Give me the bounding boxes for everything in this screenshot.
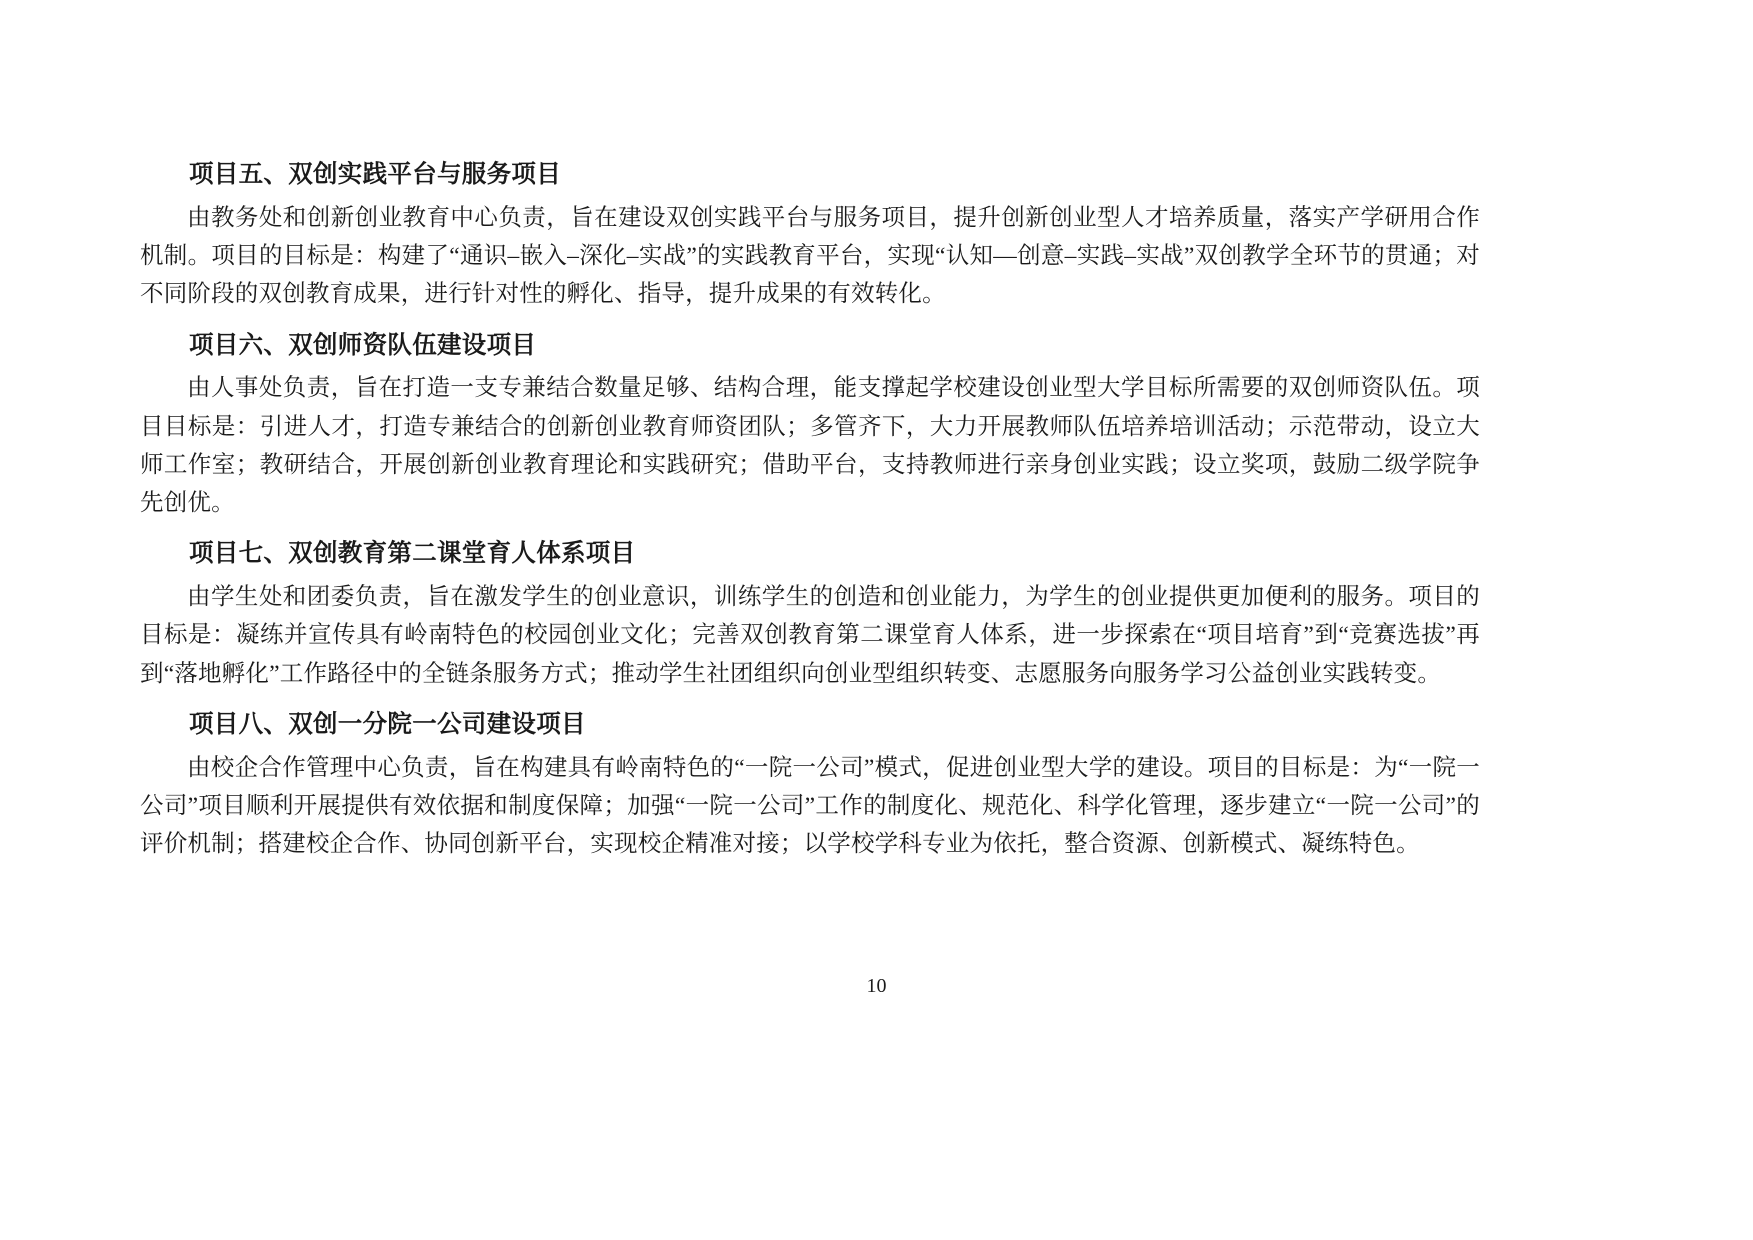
section-heading: 项目六、双创师资队伍建设项目 xyxy=(189,331,537,359)
section-heading: 项目八、双创一分院一公司建设项目 xyxy=(189,711,586,739)
section-project-eight xyxy=(140,705,1480,864)
section-heading: 项目五、双创实践平台与服务项目 xyxy=(189,161,561,188)
section-heading: 项目七、双创教育第二课堂育人体系项目 xyxy=(189,540,636,568)
section-project-five xyxy=(140,155,1480,314)
section-project-seven xyxy=(140,534,1480,693)
section-paragraph: 由校企合作管理中心负责，旨在构建具有岭南特色的“一院一公司”模式，促进创业型大学的建设。项目的目标是：为“一院一公司”项目顺利开展提供有效依据和制度保障；加强“一院一公司”工作的制度化、规范化、科学化管理，逐步建立“一院一公司”的评价机制；搭建校企合作、协同创新平台，实现校企精准对接；以学校学科专业为依托，整合资源、创新模式、凝练特色。 xyxy=(140,754,1480,858)
document-body xyxy=(140,155,1480,876)
section-paragraph: 由教务处和创新创业教育中心负责，旨在建设双创实践平台与服务项目，提升创新创业型人才培养质量，落实产学研用合作机制。项目的目标是：构建了“通识–嵌入–深化–实战”的实践教育平台，实现“认知—创意–实践–实战”双创教学全环节的贯通；对不同阶段的双创教育成果，进行针对性的孵化、指导，提升成果的有效转化。 xyxy=(140,204,1480,308)
section-paragraph: 由学生处和团委负责，旨在激发学生的创业意识，训练学生的创造和创业能力，为学生的创业提供更加便利的服务。项目的目标是：凝练并宣传具有岭南特色的校园创业文化；完善双创教育第二课堂育人体系，进一步探索在“项目培育”到“竞赛选拔”再到“落地孵化”工作路径中的全链条服务方式；推动学生社团组织向创业型组织转变、志愿服务向服务学习公益创业实践转变。 xyxy=(140,584,1480,687)
section-project-six xyxy=(140,326,1480,523)
section-paragraph: 由人事处负责，旨在打造一支专兼结合数量足够、结构合理，能支撑起学校建设创业型大学目标所需要的双创师资队伍。项目目标是：引进人才，打造专兼结合的创新创业教育师资团队；多管齐下，大力开展教师队伍培养培训活动；示范带动，设立大师工作室；教研结合，开展创新创业教育理论和实践研究；借助平台，支持教师进行亲身创业实践；设立奖项，鼓励二级学院争先创优。 xyxy=(140,375,1480,517)
page-number: 10 xyxy=(866,975,887,997)
